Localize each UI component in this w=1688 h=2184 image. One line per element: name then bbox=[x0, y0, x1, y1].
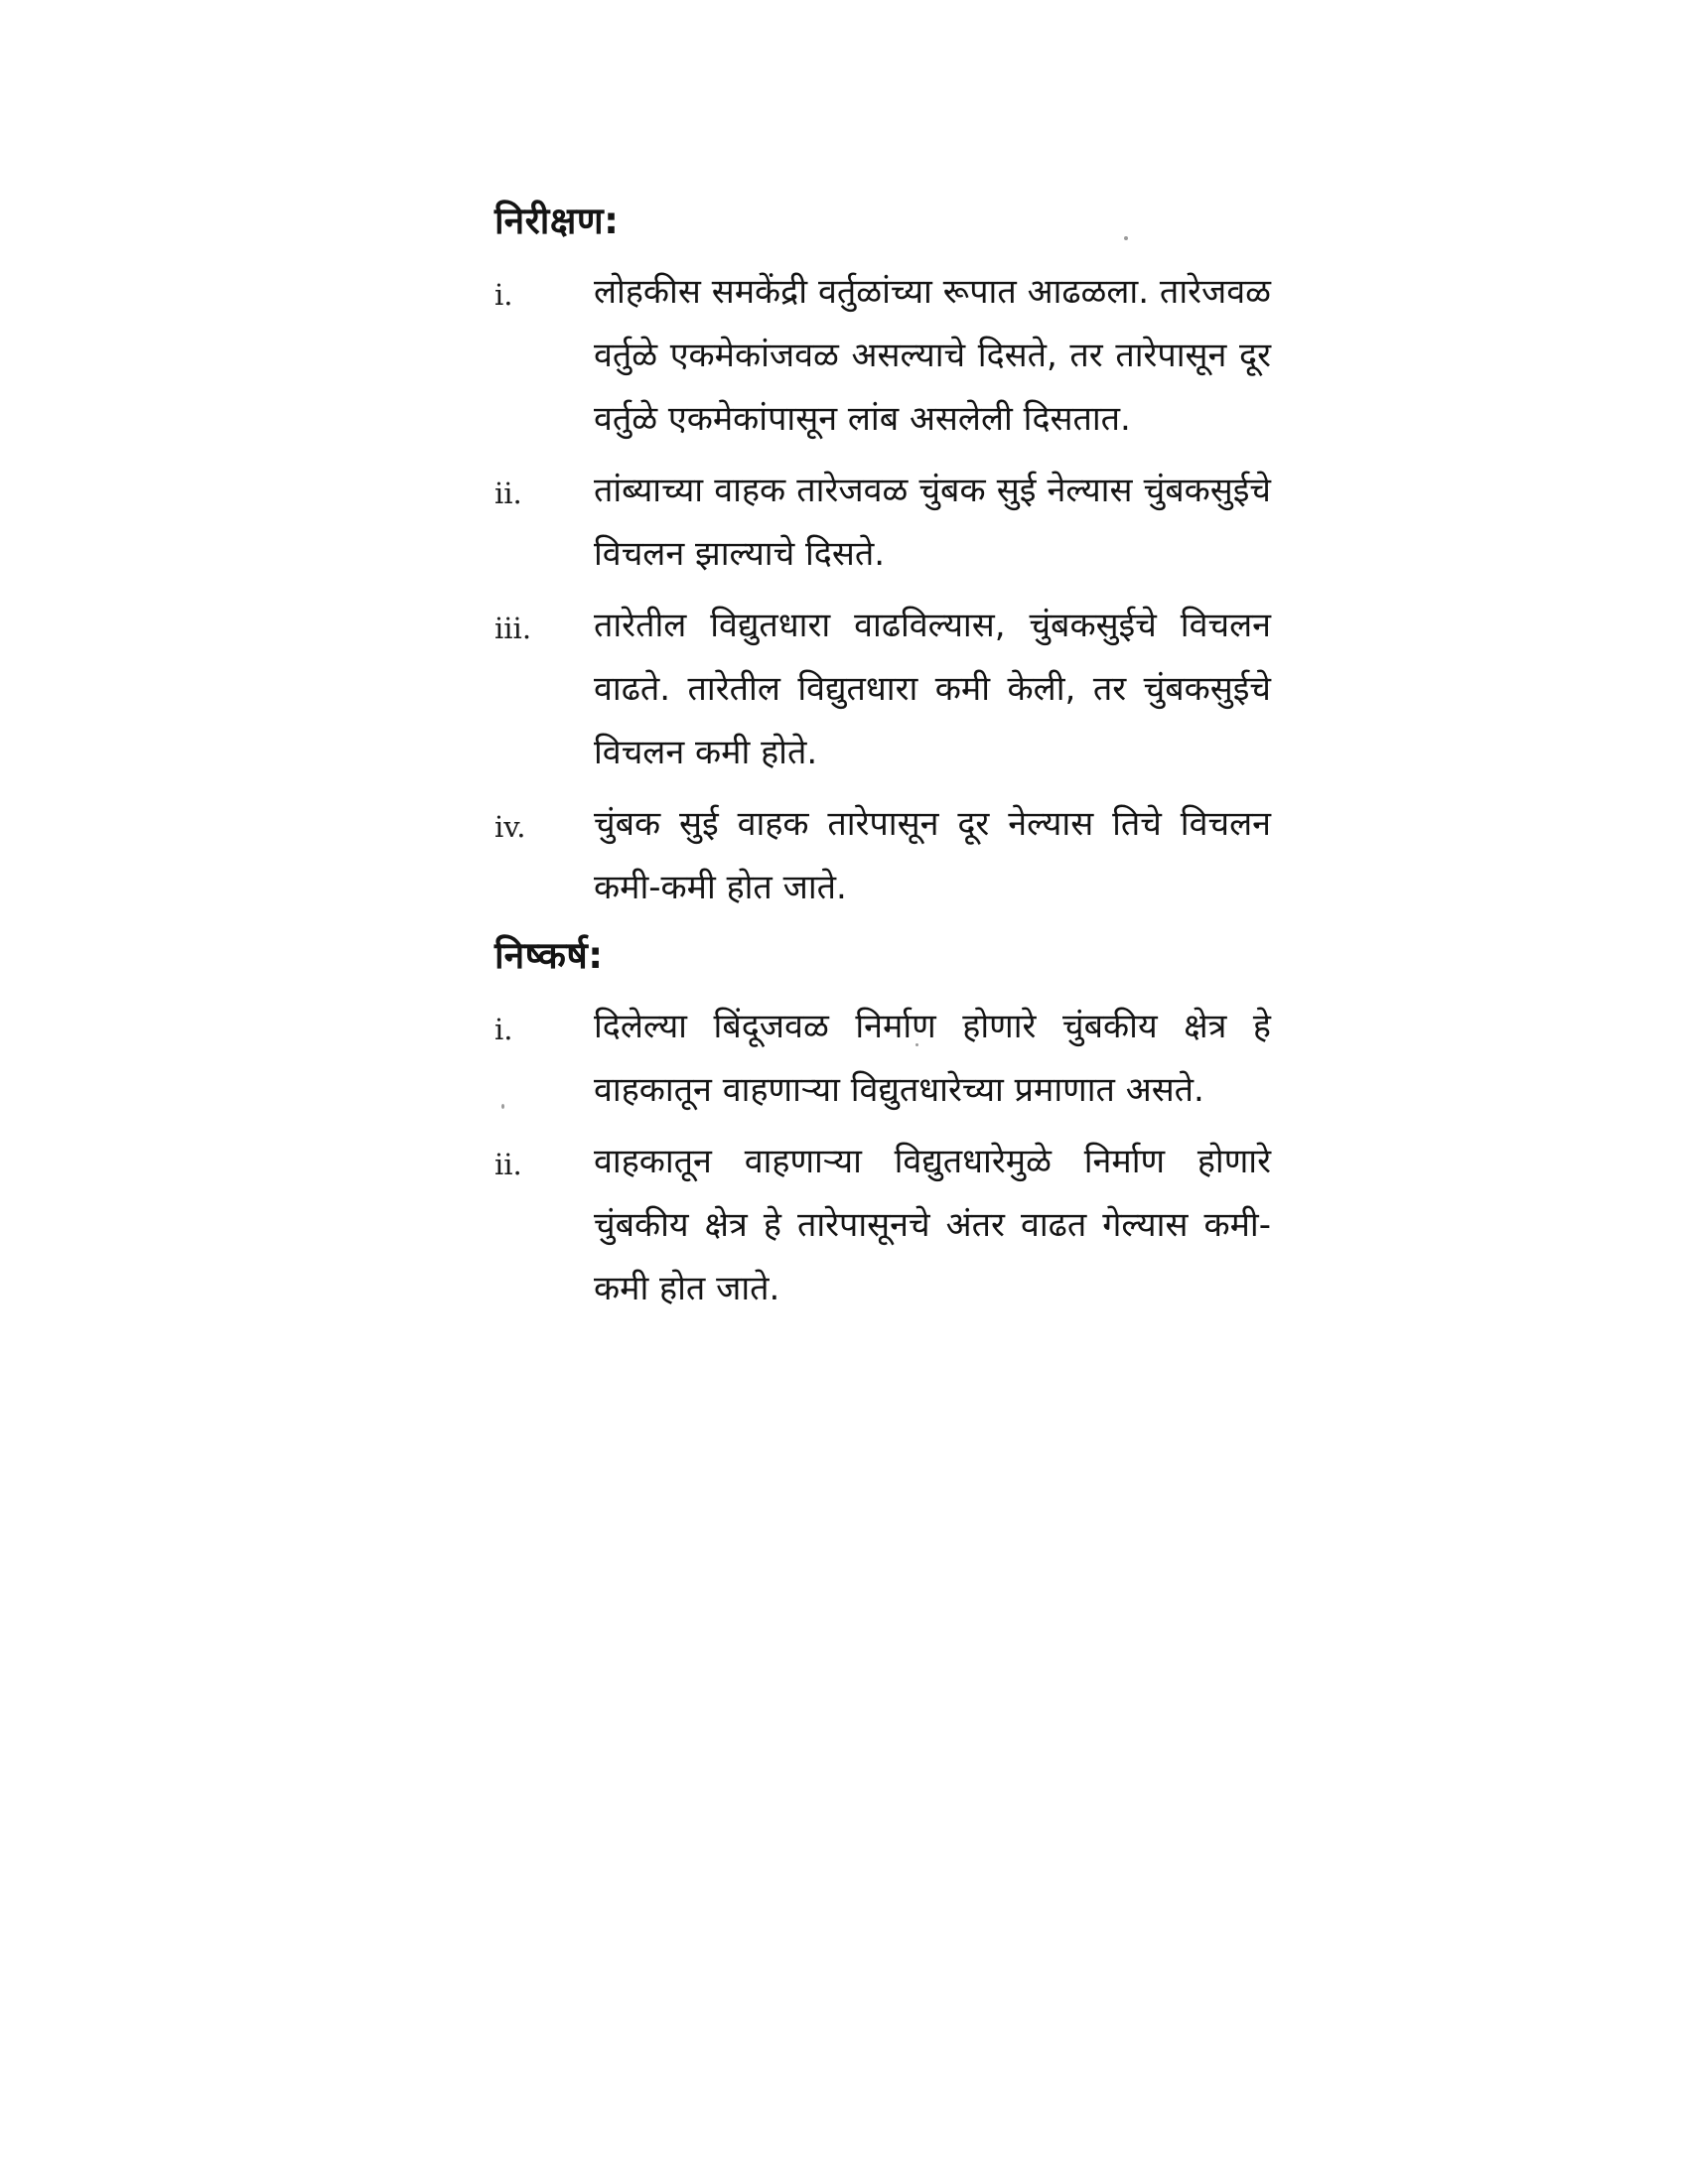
observation-item bbox=[494, 459, 1271, 586]
item-numeral: i. bbox=[494, 1013, 513, 1046]
observation-item bbox=[494, 594, 1271, 784]
item-text: लोहकीस समकेंद्री वर्तुळांच्या रूपात आढळला. तारेजवळ वर्तुळे एकमेकांजवळ असल्याचे दिसते, तर तारेपासून दूर वर्तुळे एकमेकांपासून लांब असलेली दिसतात. bbox=[594, 272, 1271, 439]
observation-section bbox=[494, 195, 1271, 919]
observation-heading: निरीक्षण: bbox=[494, 200, 620, 242]
conclusion-section bbox=[494, 929, 1271, 1320]
item-numeral: iii. bbox=[494, 612, 532, 645]
item-numeral: ii. bbox=[494, 477, 522, 510]
item-numeral: iv. bbox=[494, 810, 526, 844]
document-body bbox=[494, 195, 1271, 1328]
item-text: चुंबक सुई वाहक तारेपासून दूर नेल्यास तिचे विचलन कमी-कमी होत जाते. bbox=[594, 804, 1271, 907]
conclusion-item bbox=[494, 995, 1271, 1122]
item-numeral: i. bbox=[494, 278, 513, 312]
item-text: दिलेल्या बिंदूजवळ निर्माण होणारे चुंबकीय क्षेत्र हे वाहकातून वाहणाऱ्या विद्युतधारेच्या प्रमाणात असते. bbox=[594, 1007, 1271, 1110]
item-numeral: ii. bbox=[494, 1148, 522, 1181]
conclusion-heading: निष्कर्ष: bbox=[494, 934, 604, 977]
observation-item bbox=[494, 792, 1271, 919]
observation-item bbox=[494, 260, 1271, 451]
item-text: तांब्याच्या वाहक तारेजवळ चुंबक सुई नेल्यास चुंबकसुईचे विचलन झाल्याचे दिसते. bbox=[594, 471, 1271, 574]
item-text: तारेतील विद्युतधारा वाढविल्यास, चुंबकसुईचे विचलन वाढते. तारेतील विद्युतधारा कमी केली, तर चुंबकसुईचे विचलन कमी होते. bbox=[594, 606, 1271, 772]
observation-list bbox=[494, 260, 1271, 919]
conclusion-item bbox=[494, 1130, 1271, 1320]
item-text: वाहकातून वाहणाऱ्या विद्युतधारेमुळे निर्माण होणारे चुंबकीय क्षेत्र हे तारेपासूनचे अंतर वाढत गेल्यास कमी-कमी होत जाते. bbox=[594, 1142, 1271, 1308]
conclusion-list bbox=[494, 995, 1271, 1320]
